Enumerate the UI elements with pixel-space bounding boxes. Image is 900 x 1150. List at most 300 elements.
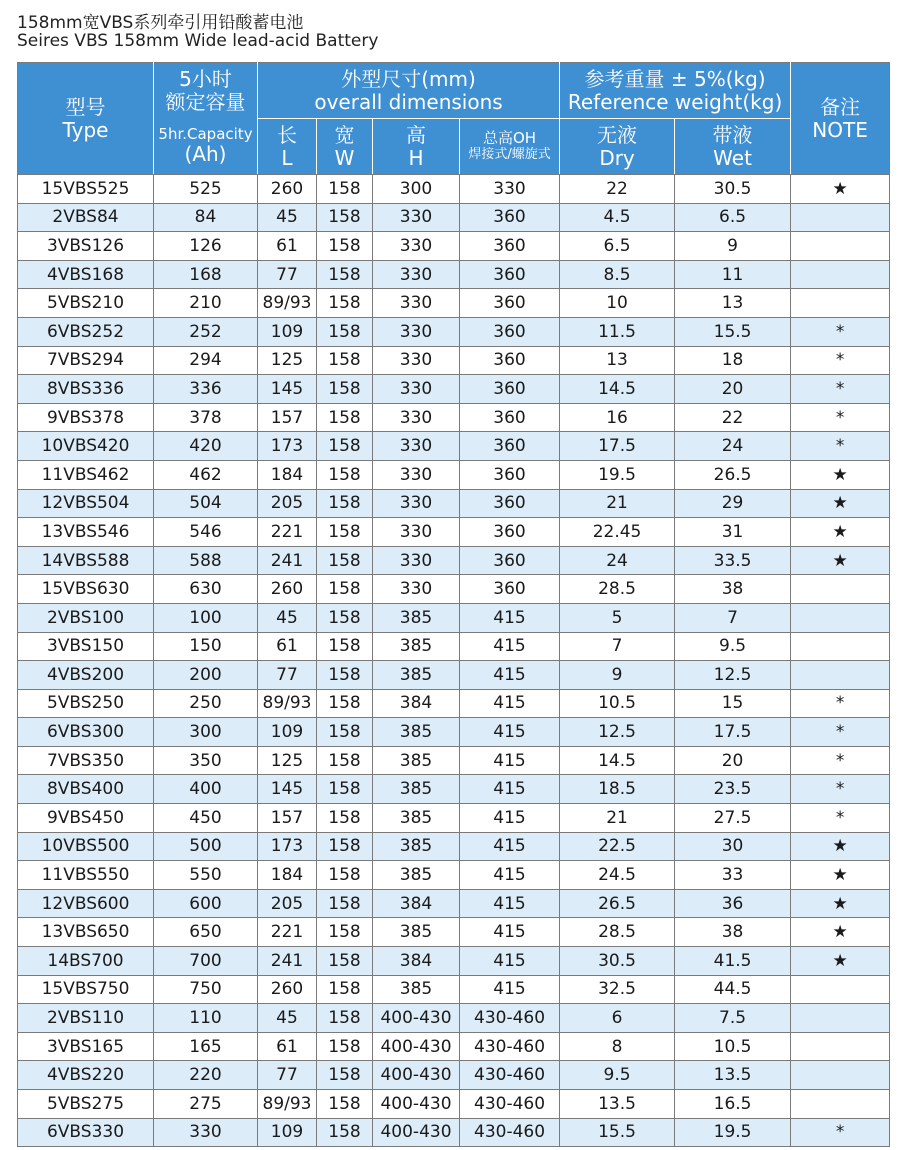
cell-height: 330 [373, 232, 460, 261]
cell-type: 4VBS168 [18, 260, 154, 289]
cell-type: 11VBS462 [18, 460, 154, 489]
header-wet-en: Wet [713, 145, 752, 170]
cell-weight-wet: 36 [675, 889, 791, 918]
cell-note [791, 661, 890, 690]
cell-height: 384 [373, 689, 460, 718]
cell-note: ★ [791, 918, 890, 947]
cell-width: 158 [317, 1061, 373, 1090]
cell-height: 385 [373, 661, 460, 690]
cell-total-height: 415 [460, 775, 560, 804]
cell-note [791, 1004, 890, 1033]
cell-length: 77 [258, 260, 317, 289]
table-row [18, 832, 890, 861]
cell-note: ★ [791, 861, 890, 890]
cell-length: 145 [258, 775, 317, 804]
cell-total-height: 415 [460, 661, 560, 690]
cell-type: 15VBS630 [18, 575, 154, 604]
cell-note: * [791, 718, 890, 747]
table-row [18, 1004, 890, 1033]
cell-length: 260 [258, 975, 317, 1004]
cell-capacity: 275 [154, 1090, 258, 1119]
cell-height: 400-430 [373, 1004, 460, 1033]
cell-length: 61 [258, 632, 317, 661]
cell-width: 158 [317, 661, 373, 690]
cell-total-height: 360 [460, 346, 560, 375]
cell-capacity: 110 [154, 1004, 258, 1033]
cell-length: 260 [258, 175, 317, 204]
cell-width: 158 [317, 1090, 373, 1119]
cell-total-height: 415 [460, 975, 560, 1004]
cell-capacity: 252 [154, 317, 258, 346]
cell-type: 14BS700 [18, 947, 154, 976]
cell-weight-wet: 38 [675, 918, 791, 947]
cell-width: 158 [317, 975, 373, 1004]
cell-weight-wet: 29 [675, 489, 791, 518]
cell-capacity: 250 [154, 689, 258, 718]
cell-weight-wet: 30.5 [675, 175, 791, 204]
cell-weight-wet: 22 [675, 403, 791, 432]
cell-length: 157 [258, 804, 317, 833]
cell-width: 158 [317, 460, 373, 489]
cell-type: 5VBS250 [18, 689, 154, 718]
cell-weight-wet: 30 [675, 832, 791, 861]
cell-type: 13VBS546 [18, 518, 154, 547]
cell-capacity: 168 [154, 260, 258, 289]
cell-height: 300 [373, 175, 460, 204]
cell-capacity: 500 [154, 832, 258, 861]
header-dimensions [258, 63, 560, 119]
cell-type: 8VBS336 [18, 375, 154, 404]
cell-weight-wet: 19.5 [675, 1118, 791, 1147]
cell-capacity: 300 [154, 718, 258, 747]
cell-note [791, 975, 890, 1004]
header-width [317, 119, 373, 175]
cell-capacity: 504 [154, 489, 258, 518]
cell-capacity: 336 [154, 375, 258, 404]
header-capacity-cn-1: 5小时 [179, 66, 232, 91]
cell-length: 125 [258, 746, 317, 775]
table-row [18, 1090, 890, 1119]
cell-weight-wet: 18 [675, 346, 791, 375]
cell-weight-dry: 28.5 [560, 575, 675, 604]
table-row [18, 289, 890, 318]
cell-note [791, 632, 890, 661]
header-note [791, 63, 890, 175]
cell-weight-dry: 24.5 [560, 861, 675, 890]
cell-weight-wet: 23.5 [675, 775, 791, 804]
cell-capacity: 600 [154, 889, 258, 918]
table-row [18, 918, 890, 947]
cell-total-height: 360 [460, 317, 560, 346]
table-row [18, 746, 890, 775]
header-height [373, 119, 460, 175]
header-width-en: W [334, 145, 355, 170]
cell-height: 330 [373, 432, 460, 461]
cell-width: 158 [317, 403, 373, 432]
header-wet [675, 119, 791, 175]
cell-note: * [791, 403, 890, 432]
cell-total-height: 430-460 [460, 1061, 560, 1090]
cell-note: ★ [791, 832, 890, 861]
cell-capacity: 750 [154, 975, 258, 1004]
table-row [18, 575, 890, 604]
cell-length: 45 [258, 603, 317, 632]
table-row [18, 718, 890, 747]
cell-capacity: 84 [154, 203, 258, 232]
cell-weight-wet: 31 [675, 518, 791, 547]
cell-height: 400-430 [373, 1090, 460, 1119]
table-row [18, 346, 890, 375]
table-row [18, 403, 890, 432]
cell-note: ★ [791, 546, 890, 575]
cell-total-height: 415 [460, 603, 560, 632]
cell-length: 173 [258, 832, 317, 861]
cell-weight-dry: 14.5 [560, 746, 675, 775]
cell-type: 6VBS252 [18, 317, 154, 346]
cell-type: 13VBS650 [18, 918, 154, 947]
cell-width: 158 [317, 317, 373, 346]
table-row [18, 489, 890, 518]
header-height-en: H [408, 145, 424, 170]
cell-note: * [791, 317, 890, 346]
cell-type: 15VBS750 [18, 975, 154, 1004]
cell-type: 2VBS110 [18, 1004, 154, 1033]
cell-length: 173 [258, 432, 317, 461]
cell-type: 4VBS200 [18, 661, 154, 690]
cell-weight-dry: 16 [560, 403, 675, 432]
table-body [18, 175, 890, 1147]
cell-width: 158 [317, 718, 373, 747]
cell-length: 109 [258, 317, 317, 346]
cell-height: 330 [373, 375, 460, 404]
cell-note [791, 260, 890, 289]
cell-capacity: 350 [154, 746, 258, 775]
cell-weight-dry: 12.5 [560, 718, 675, 747]
cell-width: 158 [317, 518, 373, 547]
cell-capacity: 100 [154, 603, 258, 632]
cell-note [791, 1090, 890, 1119]
table-row [18, 603, 890, 632]
cell-weight-wet: 9.5 [675, 632, 791, 661]
page-title-english: Seires VBS 158mm Wide lead-acid Battery [17, 31, 379, 51]
cell-weight-wet: 26.5 [675, 460, 791, 489]
cell-length: 145 [258, 375, 317, 404]
header-capacity-bottom [154, 119, 258, 175]
cell-capacity: 150 [154, 632, 258, 661]
cell-note: ★ [791, 889, 890, 918]
cell-capacity: 420 [154, 432, 258, 461]
cell-length: 205 [258, 889, 317, 918]
cell-height: 385 [373, 603, 460, 632]
cell-weight-wet: 9 [675, 232, 791, 261]
cell-length: 77 [258, 661, 317, 690]
cell-total-height: 415 [460, 889, 560, 918]
header-dry-en: Dry [599, 145, 635, 170]
header-capacity-en: 5hr.Capacity [158, 125, 253, 144]
cell-type: 6VBS300 [18, 718, 154, 747]
cell-width: 158 [317, 947, 373, 976]
cell-total-height: 415 [460, 632, 560, 661]
cell-length: 45 [258, 1004, 317, 1033]
header-weight-en: Reference weight(kg) [567, 89, 783, 114]
cell-weight-wet: 7.5 [675, 1004, 791, 1033]
cell-type: 3VBS150 [18, 632, 154, 661]
cell-capacity: 330 [154, 1118, 258, 1147]
table-row [18, 975, 890, 1004]
cell-length: 205 [258, 489, 317, 518]
cell-width: 158 [317, 689, 373, 718]
cell-type: 14VBS588 [18, 546, 154, 575]
header-dimensions-en: overall dimensions [314, 89, 503, 114]
cell-total-height: 360 [460, 375, 560, 404]
cell-note [791, 1032, 890, 1061]
cell-total-height: 330 [460, 175, 560, 204]
cell-weight-wet: 24 [675, 432, 791, 461]
header-total-height-2: 焊接式/螺旋式 [468, 146, 551, 162]
cell-weight-dry: 6.5 [560, 232, 675, 261]
header-dry-cn: 无液 [597, 122, 638, 147]
cell-capacity: 462 [154, 460, 258, 489]
cell-length: 61 [258, 1032, 317, 1061]
cell-weight-wet: 15.5 [675, 317, 791, 346]
cell-weight-dry: 26.5 [560, 889, 675, 918]
cell-capacity: 630 [154, 575, 258, 604]
cell-weight-wet: 17.5 [675, 718, 791, 747]
cell-width: 158 [317, 775, 373, 804]
header-type [18, 63, 154, 175]
cell-height: 330 [373, 460, 460, 489]
table-row [18, 661, 890, 690]
table-row [18, 175, 890, 204]
cell-type: 10VBS420 [18, 432, 154, 461]
cell-capacity: 588 [154, 546, 258, 575]
cell-note [791, 203, 890, 232]
header-weight [560, 63, 791, 119]
cell-height: 385 [373, 746, 460, 775]
cell-length: 260 [258, 575, 317, 604]
cell-weight-dry: 13.5 [560, 1090, 675, 1119]
cell-height: 400-430 [373, 1118, 460, 1147]
cell-capacity: 126 [154, 232, 258, 261]
cell-weight-dry: 21 [560, 804, 675, 833]
cell-length: 221 [258, 918, 317, 947]
header-wet-cn: 带液 [712, 122, 753, 147]
cell-height: 330 [373, 346, 460, 375]
cell-type: 11VBS550 [18, 861, 154, 890]
cell-capacity: 378 [154, 403, 258, 432]
cell-height: 330 [373, 546, 460, 575]
cell-length: 89/93 [258, 289, 317, 318]
page-title-chinese: 158mm宽VBS系列牵引用铅酸蓄电池 [17, 13, 304, 33]
cell-weight-wet: 20 [675, 746, 791, 775]
cell-weight-wet: 33.5 [675, 546, 791, 575]
cell-height: 330 [373, 518, 460, 547]
cell-note: ★ [791, 489, 890, 518]
table-row [18, 632, 890, 661]
cell-capacity: 450 [154, 804, 258, 833]
cell-note: ★ [791, 518, 890, 547]
cell-total-height: 430-460 [460, 1118, 560, 1147]
header-weight-cn: 参考重量 ± 5%(kg) [584, 66, 766, 91]
cell-total-height: 415 [460, 746, 560, 775]
cell-weight-dry: 24 [560, 546, 675, 575]
cell-length: 241 [258, 546, 317, 575]
cell-weight-wet: 10.5 [675, 1032, 791, 1061]
cell-weight-wet: 44.5 [675, 975, 791, 1004]
cell-note: ★ [791, 460, 890, 489]
table-row [18, 460, 890, 489]
cell-total-height: 360 [460, 403, 560, 432]
cell-weight-dry: 19.5 [560, 460, 675, 489]
cell-type: 5VBS275 [18, 1090, 154, 1119]
cell-width: 158 [317, 1118, 373, 1147]
cell-total-height: 360 [460, 260, 560, 289]
cell-width: 158 [317, 832, 373, 861]
table-row [18, 1061, 890, 1090]
cell-total-height: 430-460 [460, 1004, 560, 1033]
cell-type: 3VBS126 [18, 232, 154, 261]
cell-height: 384 [373, 889, 460, 918]
cell-weight-dry: 30.5 [560, 947, 675, 976]
cell-total-height: 415 [460, 832, 560, 861]
cell-weight-dry: 15.5 [560, 1118, 675, 1147]
cell-note: * [791, 375, 890, 404]
cell-weight-dry: 32.5 [560, 975, 675, 1004]
table-row [18, 375, 890, 404]
cell-type: 2VBS84 [18, 203, 154, 232]
cell-length: 184 [258, 861, 317, 890]
cell-weight-dry: 22 [560, 175, 675, 204]
cell-weight-dry: 22.45 [560, 518, 675, 547]
table-header [18, 63, 890, 175]
table-row [18, 1118, 890, 1147]
table-row [18, 775, 890, 804]
cell-weight-wet: 13.5 [675, 1061, 791, 1090]
cell-capacity: 165 [154, 1032, 258, 1061]
cell-width: 158 [317, 889, 373, 918]
cell-height: 330 [373, 317, 460, 346]
cell-capacity: 550 [154, 861, 258, 890]
cell-total-height: 415 [460, 718, 560, 747]
table-row [18, 861, 890, 890]
cell-capacity: 525 [154, 175, 258, 204]
cell-height: 330 [373, 203, 460, 232]
cell-capacity: 650 [154, 918, 258, 947]
cell-capacity: 546 [154, 518, 258, 547]
cell-length: 45 [258, 203, 317, 232]
header-length [258, 119, 317, 175]
cell-weight-wet: 38 [675, 575, 791, 604]
header-capacity-unit: (Ah) [184, 142, 227, 167]
cell-length: 125 [258, 346, 317, 375]
header-width-cn: 宽 [334, 122, 355, 147]
cell-width: 158 [317, 632, 373, 661]
cell-height: 400-430 [373, 1061, 460, 1090]
header-dimensions-cn: 外型尺寸(mm) [341, 66, 476, 91]
cell-type: 9VBS450 [18, 804, 154, 833]
cell-type: 6VBS330 [18, 1118, 154, 1147]
cell-width: 158 [317, 746, 373, 775]
cell-weight-dry: 9 [560, 661, 675, 690]
cell-total-height: 360 [460, 460, 560, 489]
cell-width: 158 [317, 918, 373, 947]
cell-width: 158 [317, 861, 373, 890]
cell-capacity: 200 [154, 661, 258, 690]
cell-weight-dry: 5 [560, 603, 675, 632]
cell-width: 158 [317, 203, 373, 232]
cell-height: 330 [373, 489, 460, 518]
cell-capacity: 220 [154, 1061, 258, 1090]
cell-height: 330 [373, 403, 460, 432]
cell-length: 89/93 [258, 689, 317, 718]
table-row [18, 518, 890, 547]
cell-weight-dry: 17.5 [560, 432, 675, 461]
header-type-en: Type [62, 117, 109, 142]
cell-note: * [791, 804, 890, 833]
header-total-height-1: 总高OH [482, 129, 537, 148]
cell-width: 158 [317, 575, 373, 604]
cell-total-height: 360 [460, 289, 560, 318]
cell-weight-dry: 10 [560, 289, 675, 318]
cell-height: 330 [373, 575, 460, 604]
cell-weight-wet: 20 [675, 375, 791, 404]
cell-width: 158 [317, 1032, 373, 1061]
cell-note [791, 289, 890, 318]
cell-type: 2VBS100 [18, 603, 154, 632]
cell-height: 385 [373, 804, 460, 833]
cell-type: 3VBS165 [18, 1032, 154, 1061]
cell-width: 158 [317, 804, 373, 833]
cell-type: 7VBS294 [18, 346, 154, 375]
cell-total-height: 360 [460, 432, 560, 461]
cell-capacity: 700 [154, 947, 258, 976]
cell-weight-wet: 7 [675, 603, 791, 632]
cell-type: 12VBS504 [18, 489, 154, 518]
cell-weight-wet: 12.5 [675, 661, 791, 690]
cell-weight-wet: 15 [675, 689, 791, 718]
cell-capacity: 294 [154, 346, 258, 375]
cell-length: 109 [258, 718, 317, 747]
table-row [18, 689, 890, 718]
cell-width: 158 [317, 546, 373, 575]
cell-total-height: 360 [460, 546, 560, 575]
cell-total-height: 360 [460, 518, 560, 547]
cell-height: 385 [373, 775, 460, 804]
cell-height: 385 [373, 975, 460, 1004]
cell-note: * [791, 775, 890, 804]
cell-width: 158 [317, 432, 373, 461]
table-row [18, 432, 890, 461]
header-height-cn: 高 [406, 122, 426, 147]
cell-weight-dry: 6 [560, 1004, 675, 1033]
table-row [18, 1032, 890, 1061]
cell-weight-wet: 13 [675, 289, 791, 318]
cell-weight-dry: 8.5 [560, 260, 675, 289]
table-row [18, 947, 890, 976]
header-length-cn: 长 [277, 122, 297, 147]
cell-capacity: 210 [154, 289, 258, 318]
cell-weight-dry: 21 [560, 489, 675, 518]
header-total-height [460, 119, 560, 175]
cell-note: * [791, 346, 890, 375]
cell-total-height: 360 [460, 575, 560, 604]
cell-total-height: 430-460 [460, 1032, 560, 1061]
cell-type: 9VBS378 [18, 403, 154, 432]
cell-length: 89/93 [258, 1090, 317, 1119]
cell-height: 385 [373, 632, 460, 661]
battery-spec-table [17, 62, 890, 1147]
cell-width: 158 [317, 346, 373, 375]
